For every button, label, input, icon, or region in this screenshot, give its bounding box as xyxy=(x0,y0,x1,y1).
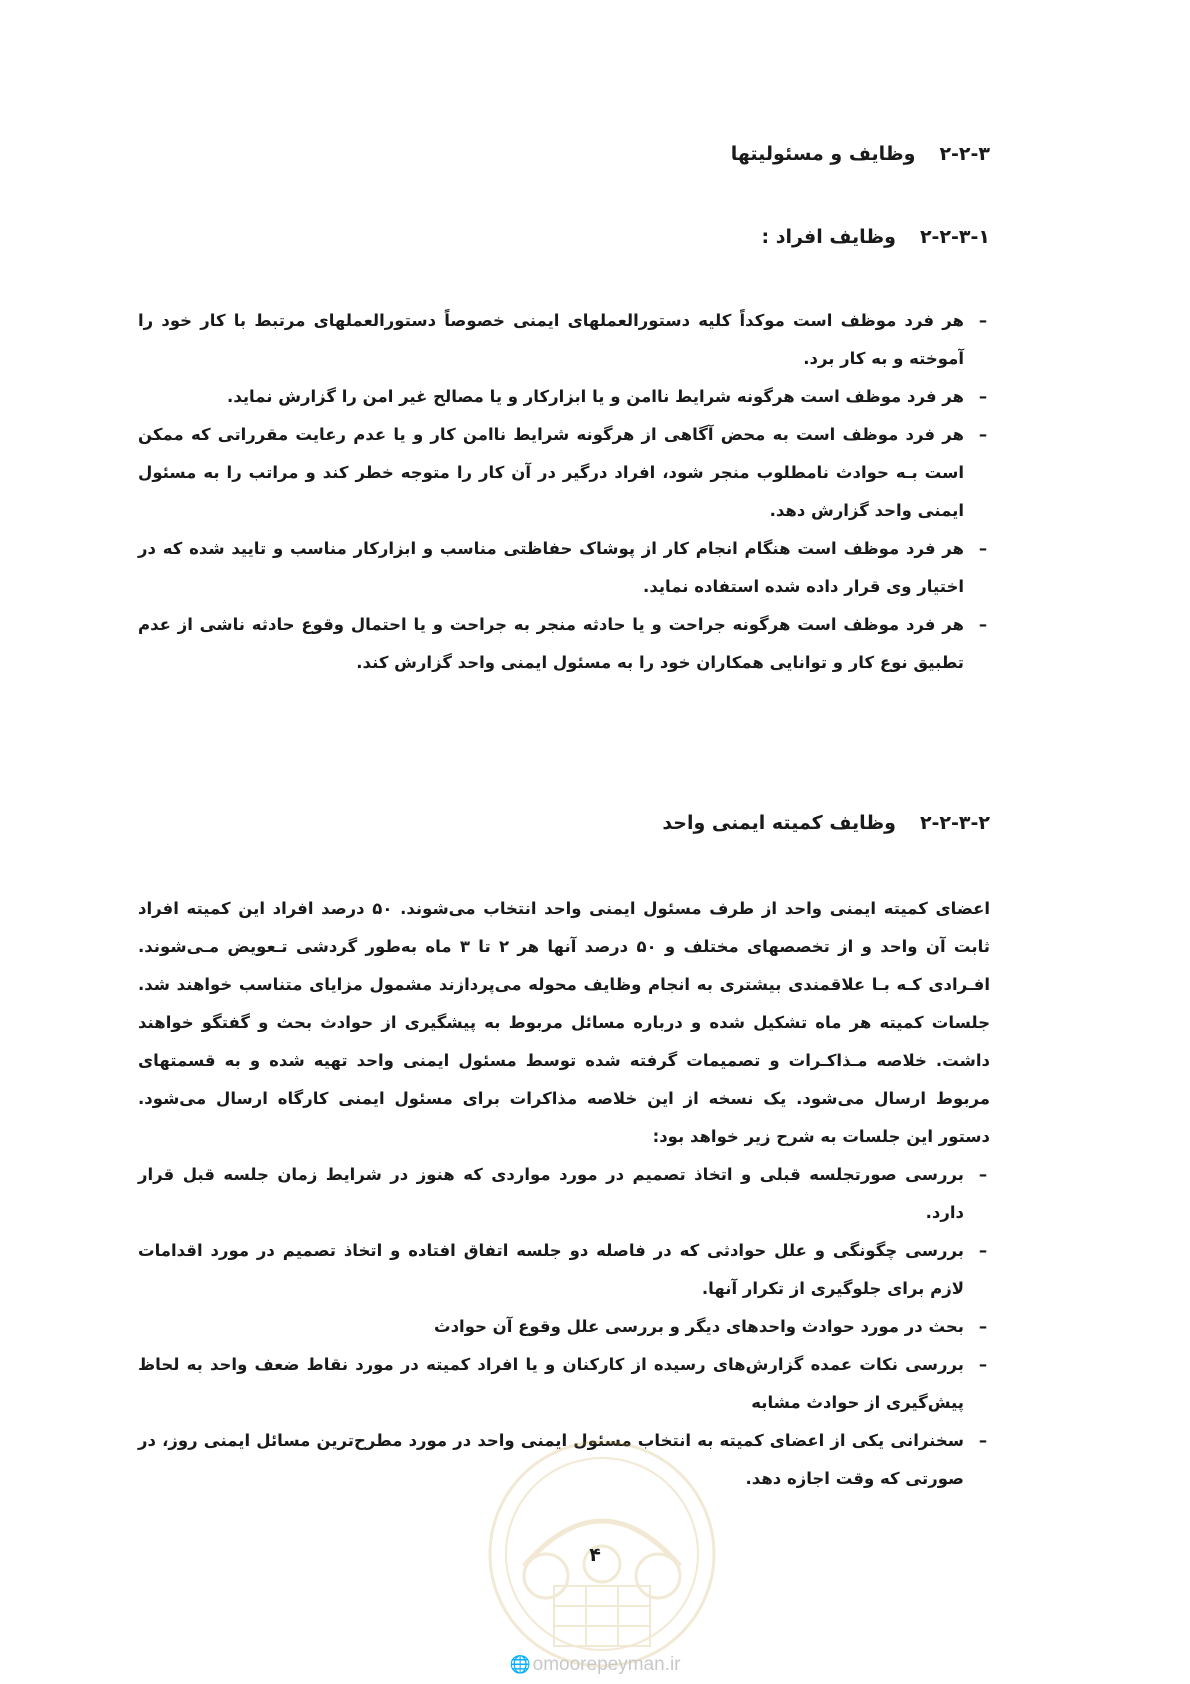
list-marker: – xyxy=(978,615,988,634)
watermark-site xyxy=(0,1654,1190,1676)
list-marker: – xyxy=(978,539,988,558)
section-title: وظایف و مسئولیتها xyxy=(730,143,916,165)
list-item xyxy=(138,378,990,416)
list-item-text: بررسی صورتجلسه قبلی و اتخاذ تصمیم در مورد مواردی که هنوز در شرایط زمان جلسه قبل قرار دارد. xyxy=(138,1165,964,1222)
list-item xyxy=(138,606,990,682)
list-item xyxy=(138,1308,990,1346)
list-item xyxy=(138,1156,990,1232)
list-marker: – xyxy=(978,1317,988,1336)
list-item-text: هر فرد موظف است به محض آگاهی از هرگونه شرایط ناامن کار و یا عدم رعایت مقرراتی که ممکن است بـه حوادث نامطلوب منجر شود، افراد درگیر در آن کار را متوجه خطر کند و مراتب را به مسئول ایمنی واحد گزارش دهد. xyxy=(138,425,964,520)
subsection-1-number: ۲-۲-۳-۱ xyxy=(919,226,990,248)
list-item-text: بررسی چگونگی و علل حوادثی که در فاصله دو جلسه اتفاق افتاده و اتخاذ تصمیم در مورد اقدامات لازم برای جلوگیری از تکرار آنها. xyxy=(138,1241,964,1298)
page-number: ۴ xyxy=(589,1544,601,1566)
watermark-site-text: omoorepeyman.ir xyxy=(532,1654,681,1675)
globe-icon: 🌐 xyxy=(509,1655,531,1674)
list-item xyxy=(138,530,990,606)
duties-list xyxy=(138,302,990,682)
list-item-text: هر فرد موظف است هرگونه جراحت و یا حادثه منجر به جراحت و یا احتمال وقوع حادثه ناشی از عدم تطبیق نوع کار و توانایی همکاران خود را به مسئول ایمنی واحد گزارش کند. xyxy=(138,615,964,672)
list-item-text: هر فرد موظف است هرگونه شرایط ناامن و یا ابزارکار و یا مصالح غیر امن را گزارش نماید. xyxy=(227,387,964,406)
committee-section xyxy=(138,890,990,1498)
list-marker: – xyxy=(978,1355,988,1374)
list-item-text: هر فرد موظف است هنگام انجام کار از پوشاک حفاظتی مناسب و ابزارکار مناسب و تایید شده که در اختیار وی قرار داده شده استفاده نماید. xyxy=(138,539,964,596)
list-marker: – xyxy=(978,1431,988,1450)
subsection-1-title: وظایف افراد : xyxy=(761,226,896,248)
subsection-2-number: ۲-۲-۳-۲ xyxy=(919,812,990,834)
list-item-text: بحث در مورد حوادث واحدهای دیگر و بررسی علل وقوع آن حوادث xyxy=(433,1317,964,1336)
list-item xyxy=(138,1346,990,1422)
list-item xyxy=(138,1232,990,1308)
list-item xyxy=(138,416,990,530)
list-marker: – xyxy=(978,311,988,330)
list-item-text: هر فرد موظف است موکداً کلیه دستورالعملهای ایمنی خصوصاً دستورالعملهای مرتبط با کار خود را آموخته و به کار برد. xyxy=(138,311,964,368)
subsection-2-heading xyxy=(662,812,990,834)
list-marker: – xyxy=(978,387,988,406)
list-marker: – xyxy=(978,425,988,444)
list-marker: – xyxy=(978,1165,988,1184)
committee-paragraph: اعضای کمیته ایمنی واحد از طرف مسئول ایمنی واحد انتخاب می‌شوند. ۵۰ درصد افراد این کمیته افراد ثابت آن واحد و از تخصصهای مختلف و ۵۰ درصد آنها هر ۲ تا ۳ ماه به‌طور گردشی تـعویض مـی‌شوند. افـرادی کـه بـا علاقمندی بیشتری به انجام وظایف محوله می‌پردازند مشمول مزایای متناسب خواهند شد. جلسات کمیته هر ماه تشکیل شده و درباره مسائل مربوط به پیشگیری از حوادث بحث و گفتگو خواهند داشت. خلاصه مـذاکـرات و تصمیمات گرفته شده توسط مسئول ایمنی واحد تهیه شده و به قسمتهای مربوط ارسال می‌شود. یک نسخه از این خلاصه مذاکرات برای مسئول ایمنی کارگاه ارسال می‌شود. دستور این جلسات به شرح زیر خواهد بود: xyxy=(138,899,990,1146)
subsection-1-heading xyxy=(761,226,990,248)
list-item xyxy=(138,302,990,378)
list-item-text: سخنرانی یکی از اعضای کمیته به انتخاب مسئول ایمنی واحد در مورد مطرح‌ترین مسائل ایمنی روز، در صورتی که وقت اجازه دهد. xyxy=(138,1431,964,1488)
section-number: ۲-۲-۳ xyxy=(939,143,990,165)
list-marker: – xyxy=(978,1241,988,1260)
subsection-2-title: وظایف کمیته ایمنی واحد xyxy=(662,812,896,834)
list-item-text: بررسی نکات عمده گزارش‌های رسیده از کارکنان و یا افراد کمیته در مورد نقاط ضعف واحد به لحاظ پیش‌گیری از حوادث مشابه xyxy=(138,1355,964,1412)
section-heading xyxy=(731,143,990,165)
